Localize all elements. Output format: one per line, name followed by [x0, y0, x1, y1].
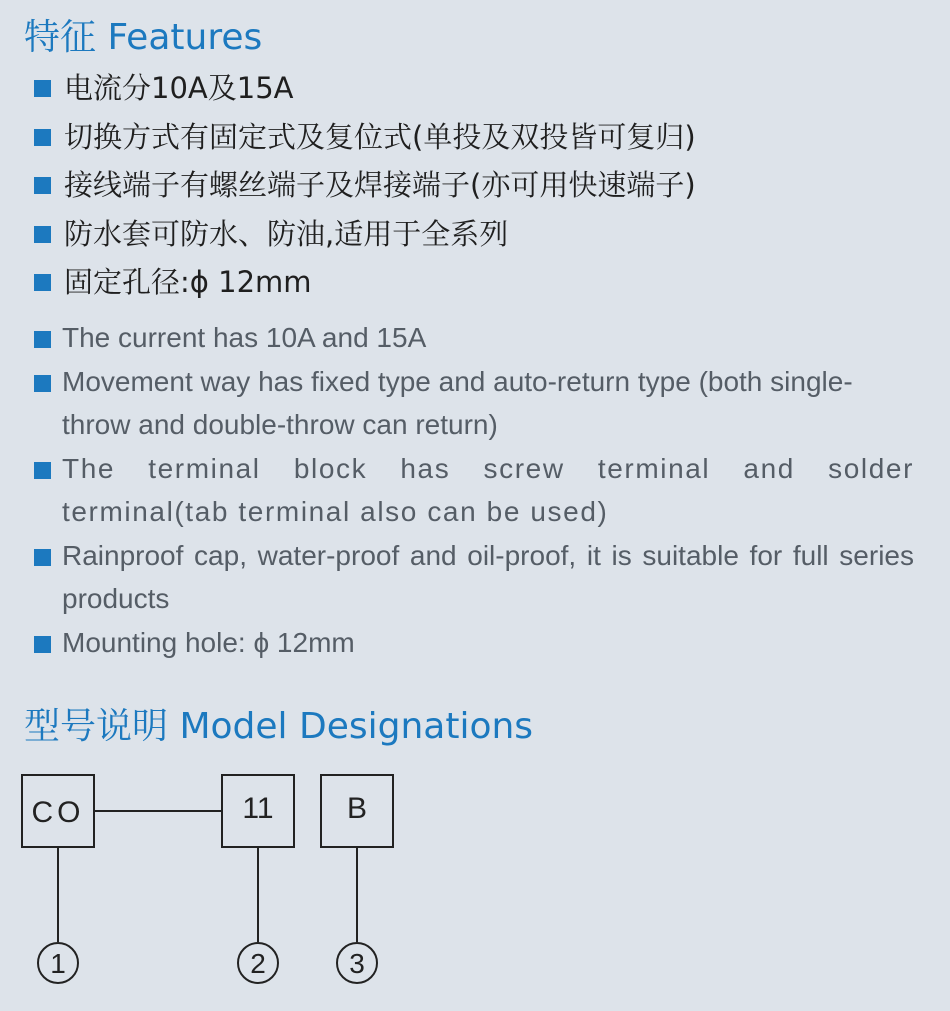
marker-number-1: 1: [50, 948, 66, 979]
model-box-co-label: CO: [31, 796, 85, 829]
marker-number-3: 3: [349, 948, 365, 979]
features-title: 特征 Features: [24, 17, 263, 58]
feature-en-text: Rainproof cap, water-proof and oil-proof, it is suitable for full series products: [62, 539, 914, 614]
feature-cn-text: 切换方式有固定式及复位式(单投及双投皆可复归): [64, 119, 696, 154]
feature-cn-text: 电流分10A及15A: [64, 71, 294, 105]
feature-cn-text: 接线端子有螺丝端子及焊接端子(亦可用快速端子): [64, 168, 696, 202]
feature-cn-text: 防水套可防水、防油,适用于全系列: [64, 216, 509, 251]
feature-en-text: The current has 10A and 15A: [62, 322, 427, 353]
feature-cn-text: 固定孔径:ϕ 12mm: [64, 265, 312, 299]
model-designations-title: 型号说明 Model Designations: [24, 706, 534, 747]
feature-en-text: The terminal block has screw terminal and solder terminal(tab terminal also can be used): [62, 452, 914, 527]
marker-number-2: 2: [250, 948, 266, 979]
feature-en-text: Mounting hole: ϕ 12mm: [62, 626, 355, 658]
feature-en-text: Movement way has fixed type and auto-return type (both single-throw and double-throw can return): [62, 365, 853, 440]
model-box-11-label: 11: [242, 792, 274, 825]
model-box-b-label: B: [346, 792, 368, 825]
